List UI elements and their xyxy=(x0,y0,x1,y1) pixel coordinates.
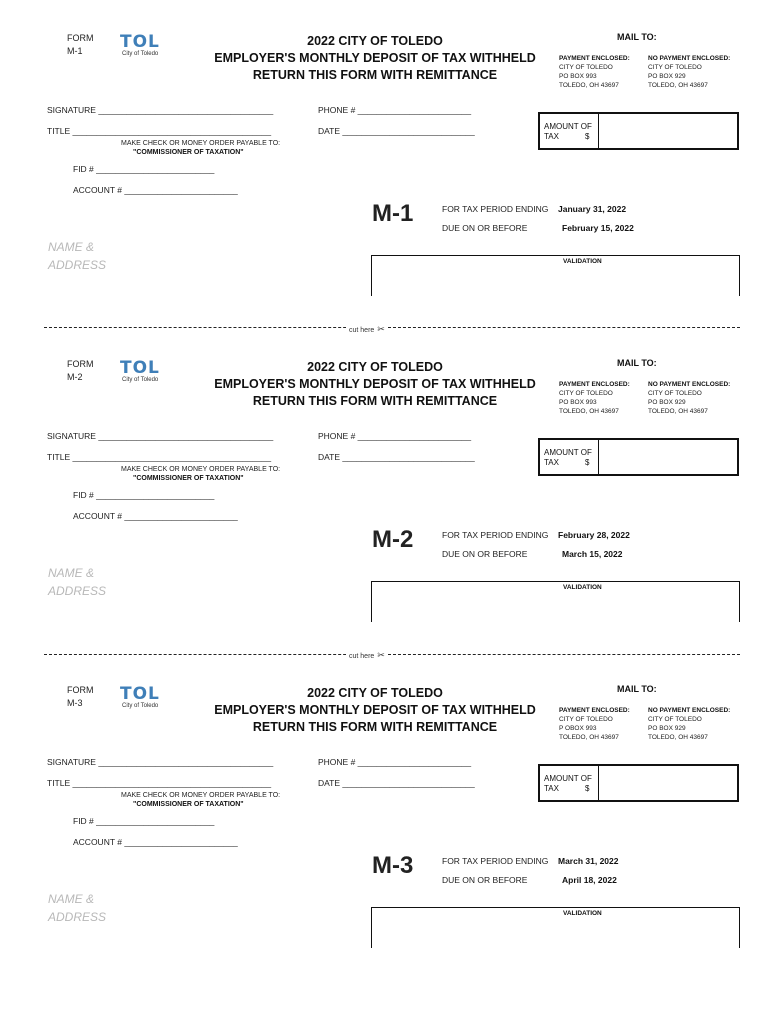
tax-period-value: February 28, 2022 xyxy=(558,530,630,540)
validation-box xyxy=(371,255,740,296)
phone-field[interactable]: PHONE # ________________________ xyxy=(318,105,472,115)
due-date-label: DUE ON OR BEFORE xyxy=(442,223,528,233)
cut-line xyxy=(44,327,740,328)
title-field[interactable]: TITLE __________________________________________ xyxy=(47,452,272,462)
cut-here-label: cut here xyxy=(346,327,377,334)
tax-period-label: FOR TAX PERIOD ENDING xyxy=(442,856,549,866)
cut-here-marker xyxy=(346,319,388,337)
account-field[interactable]: ACCOUNT # ________________________ xyxy=(73,185,238,195)
title-field[interactable]: TITLE __________________________________________ xyxy=(47,778,272,788)
payment-enclosed-address: PAYMENT ENCLOSED: CITY OF TOLEDO PO BOX 993 TOLEDO, OH 43697 xyxy=(559,55,630,89)
date-field[interactable]: DATE ____________________________ xyxy=(318,452,475,462)
payable-to-label: MAKE CHECK OR MONEY ORDER PAYABLE TO: xyxy=(121,792,281,799)
tax-period-label: FOR TAX PERIOD ENDING xyxy=(442,530,549,540)
amount-of-tax-box[interactable] xyxy=(538,112,739,150)
validation-box xyxy=(371,907,740,948)
amount-of-tax-box[interactable] xyxy=(538,438,739,476)
city-of-toledo-logo: TOL City of Toledo xyxy=(120,32,160,57)
phone-field[interactable]: PHONE # ________________________ xyxy=(318,431,472,441)
no-payment-enclosed-address: NO PAYMENT ENCLOSED: CITY OF TOLEDO PO BOX 929 TOLEDO, OH 43697 xyxy=(648,707,731,741)
tax-period-value: January 31, 2022 xyxy=(558,204,627,214)
date-field[interactable]: DATE ____________________________ xyxy=(318,126,475,136)
coupon-form xyxy=(0,326,770,646)
validation-label: VALIDATION xyxy=(563,258,602,265)
name-address-placeholder: NAME & ADDRESS xyxy=(48,892,107,924)
payable-to-label: MAKE CHECK OR MONEY ORDER PAYABLE TO: xyxy=(121,140,281,147)
date-field[interactable]: DATE ____________________________ xyxy=(318,778,475,788)
no-payment-enclosed-address: NO PAYMENT ENCLOSED: CITY OF TOLEDO PO BOX 929 TOLEDO, OH 43697 xyxy=(648,381,731,415)
form-label: FORM M-1 xyxy=(67,33,94,56)
form-number-large: M-3 xyxy=(372,852,414,879)
form-number-large: M-1 xyxy=(372,200,414,227)
mail-to-label: MAIL TO: xyxy=(617,358,657,368)
payment-enclosed-address: PAYMENT ENCLOSED: CITY OF TOLEDO P OBOX 993 TOLEDO, OH 43697 xyxy=(559,707,630,741)
form-title: 2022 CITY OF TOLEDO EMPLOYER'S MONTHLY DEPOSIT OF TAX WITHHELD RETURN THIS FORM WITH REMITTANCE xyxy=(214,686,536,734)
account-field[interactable]: ACCOUNT # ________________________ xyxy=(73,511,238,521)
payment-enclosed-address: PAYMENT ENCLOSED: CITY OF TOLEDO PO BOX 993 TOLEDO, OH 43697 xyxy=(559,381,630,415)
signature-field[interactable]: SIGNATURE _____________________________________ xyxy=(47,105,274,115)
mail-to-label: MAIL TO: xyxy=(617,684,657,694)
scissors-icon: ✂ xyxy=(377,650,388,660)
coupon-form xyxy=(0,652,770,972)
city-of-toledo-logo: TOL City of Toledo xyxy=(120,684,160,709)
amount-entry-field[interactable] xyxy=(598,114,599,148)
signature-field[interactable]: SIGNATURE _____________________________________ xyxy=(47,431,274,441)
coupon-form xyxy=(0,0,770,320)
payable-to-name: "COMMISSIONER OF TAXATION" xyxy=(133,801,244,808)
name-address-placeholder: NAME & ADDRESS xyxy=(48,566,107,598)
fid-field[interactable]: FID # _________________________ xyxy=(73,164,215,174)
payable-to-name: "COMMISSIONER OF TAXATION" xyxy=(133,149,244,156)
fid-field[interactable]: FID # _________________________ xyxy=(73,490,215,500)
validation-label: VALIDATION xyxy=(563,584,602,591)
validation-label: VALIDATION xyxy=(563,910,602,917)
cut-line xyxy=(44,654,740,655)
payable-to-name: "COMMISSIONER OF TAXATION" xyxy=(133,475,244,482)
due-date-label: DUE ON OR BEFORE xyxy=(442,549,528,559)
form-title: 2022 CITY OF TOLEDO EMPLOYER'S MONTHLY DEPOSIT OF TAX WITHHELD RETURN THIS FORM WITH REMITTANCE xyxy=(214,34,536,82)
signature-field[interactable]: SIGNATURE _____________________________________ xyxy=(47,757,274,767)
fid-field[interactable]: FID # _________________________ xyxy=(73,816,215,826)
due-date-label: DUE ON OR BEFORE xyxy=(442,875,528,885)
validation-box xyxy=(371,581,740,622)
amount-entry-field[interactable] xyxy=(598,766,599,800)
payable-to-label: MAKE CHECK OR MONEY ORDER PAYABLE TO: xyxy=(121,466,281,473)
amount-label: AMOUNT OF TAX $ xyxy=(544,448,592,467)
account-field[interactable]: ACCOUNT # ________________________ xyxy=(73,837,238,847)
cut-here-marker xyxy=(346,645,388,663)
tax-period-label: FOR TAX PERIOD ENDING xyxy=(442,204,549,214)
title-field[interactable]: TITLE __________________________________________ xyxy=(47,126,272,136)
tax-period-value: March 31, 2022 xyxy=(558,856,619,866)
name-address-placeholder: NAME & ADDRESS xyxy=(48,240,107,272)
phone-field[interactable]: PHONE # ________________________ xyxy=(318,757,472,767)
cut-here-label: cut here xyxy=(346,653,377,660)
amount-label: AMOUNT OF TAX $ xyxy=(544,122,592,141)
amount-of-tax-box[interactable] xyxy=(538,764,739,802)
scissors-icon: ✂ xyxy=(377,324,388,334)
form-label: FORM M-2 xyxy=(67,359,94,382)
no-payment-enclosed-address: NO PAYMENT ENCLOSED: CITY OF TOLEDO PO BOX 929 TOLEDO, OH 43697 xyxy=(648,55,731,89)
form-number-large: M-2 xyxy=(372,526,414,553)
due-date-value: February 15, 2022 xyxy=(562,223,634,233)
amount-label: AMOUNT OF TAX $ xyxy=(544,774,592,793)
city-of-toledo-logo: TOL City of Toledo xyxy=(120,358,160,383)
form-label: FORM M-3 xyxy=(67,685,94,708)
mail-to-label: MAIL TO: xyxy=(617,32,657,42)
amount-entry-field[interactable] xyxy=(598,440,599,474)
form-title: 2022 CITY OF TOLEDO EMPLOYER'S MONTHLY DEPOSIT OF TAX WITHHELD RETURN THIS FORM WITH REMITTANCE xyxy=(214,360,536,408)
due-date-value: April 18, 2022 xyxy=(562,875,617,885)
due-date-value: March 15, 2022 xyxy=(562,549,623,559)
